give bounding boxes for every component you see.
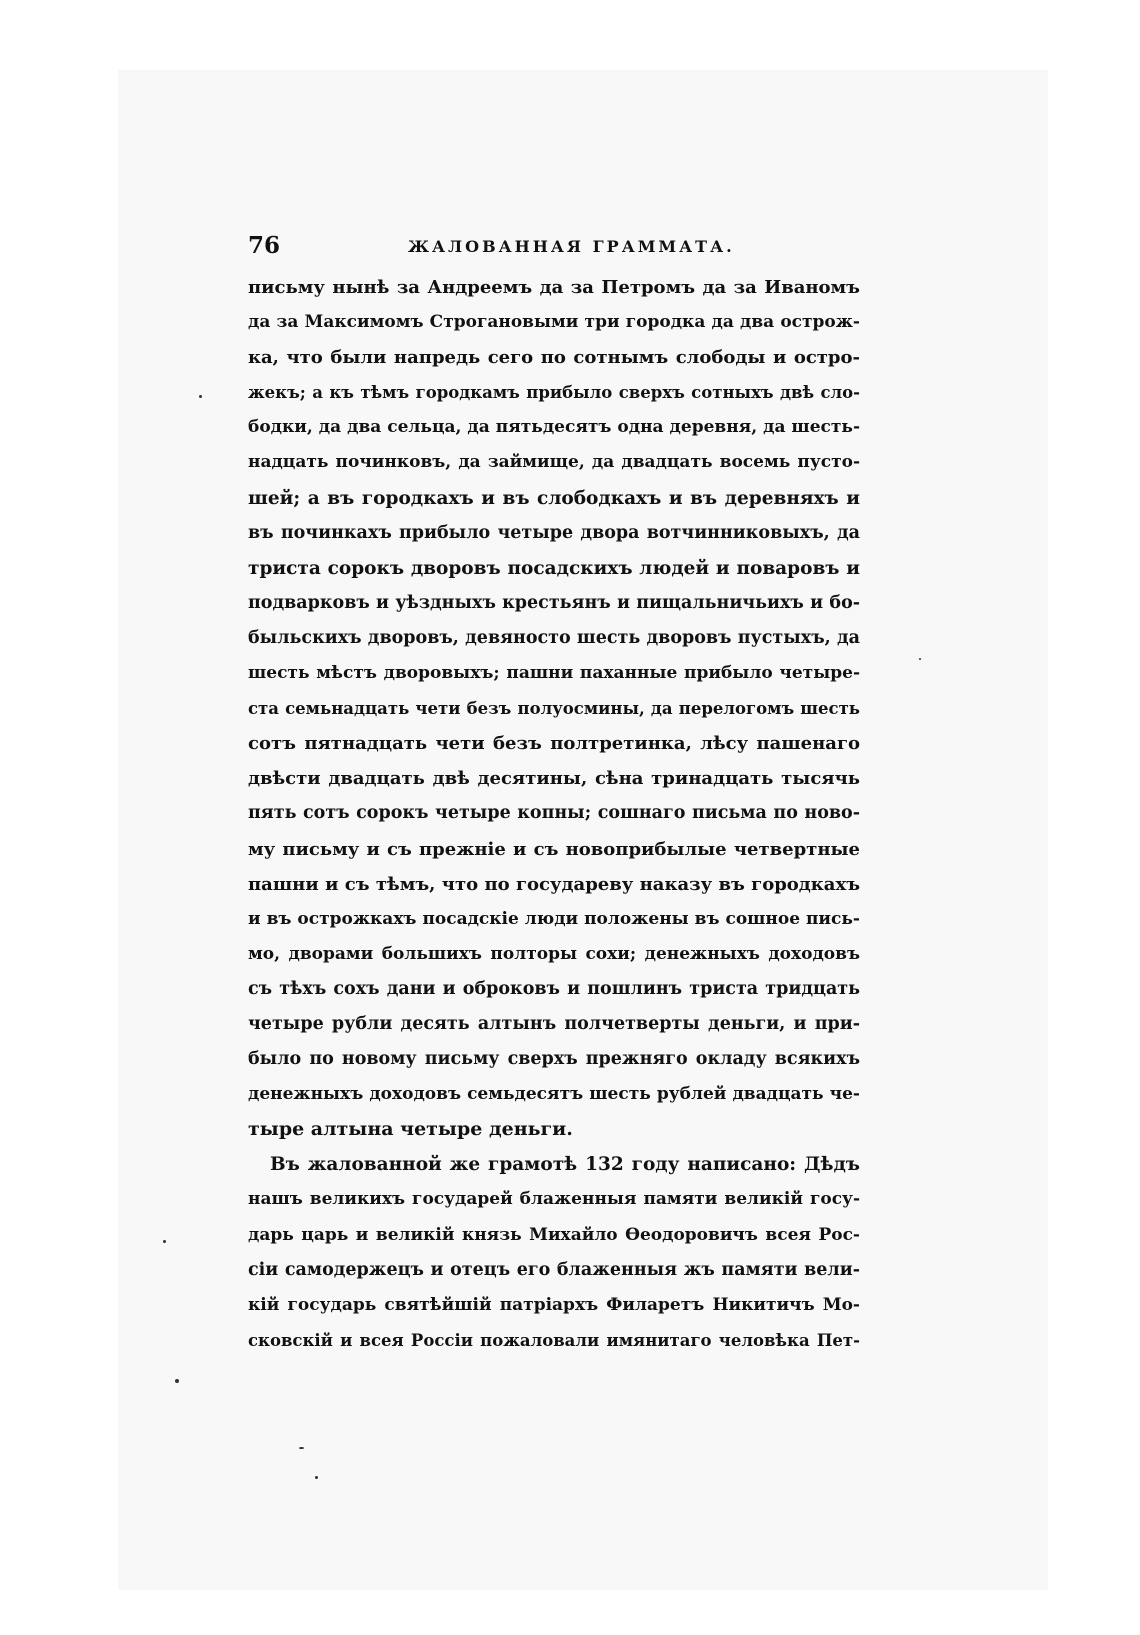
text-line: триста сорокъ дворовъ посадскихъ людей и поваровъ и [248,557,860,579]
scan-speck [299,1447,304,1449]
text-line: было по новому письму сверхъ прежняго окладу всякихъ [248,1049,860,1070]
text-line: тыре алтына четыре деньги. [248,1118,573,1141]
text-line: письму нынѣ за Андреемъ да за Петромъ да за Иваномъ [248,277,860,298]
text-line: да за Максимомъ Строгановыми три городка да два острож- [248,312,860,333]
text-line: подварковъ и уѣздныхъ крестьянъ и пищальничьихъ и бо- [248,592,860,613]
text-line: нашъ великихъ государей блаженныя памяти великій госу- [248,1189,860,1210]
text-line: мо, дворами большихъ полторы сохи; денежныхъ доходовъ [248,943,860,964]
text-line: му письму и съ прежніе и съ новоприбылые четвертные [248,838,860,860]
text-line: сковскій и всея Россіи пожаловали имянитаго человѣка Пет- [248,1330,860,1350]
text-line: пашни и съ тѣмъ, что по государеву наказу въ городкахъ [248,873,860,895]
text-line: ста семьнадцать чети безъ полуосмины, да перелогомъ шесть [248,699,860,719]
scan-speck [163,1240,166,1243]
body-text [248,270,860,1358]
text-line: кій государь святѣйшій патріархъ Филаретъ Никитичъ Мо- [248,1294,860,1315]
text-line: сотъ пятнадцать чети безъ полтретинка, лѣсу пашенаго [248,733,860,755]
text-line: въ починкахъ прибыло четыре двора вотчинниковыхъ, да [248,522,860,543]
scan-speck [175,1379,179,1383]
text-line: надцать починковъ, да займище, да двадцать восемь пусто- [248,452,860,473]
text-line: денежныхъ доходовъ семьдесятъ шесть рублей двадцать че- [248,1084,860,1105]
text-line: ка, что были напредь сего по сотнымъ слободы и остро- [248,347,860,369]
text-line: Въ жалованной же грамотѣ 132 году написано: Дѣдъ [270,1154,860,1176]
text-line: четыре рубли десять алтынъ полчетверты деньги, и при- [248,1013,860,1034]
text-line: и въ острожкахъ посадскіе люди положены въ сошное пись- [248,908,860,929]
running-head [248,232,860,266]
text-line: дарь царь и великій князь Михайло Ѳеодоровичъ всея Рос- [248,1224,860,1245]
text-line: бодки, да два сельца, да пятьдесятъ одна деревня, да шесть- [248,417,860,438]
text-line: пять сотъ сорокъ четыре копны; сошнаго письма по ново- [248,803,860,824]
text-line: жекъ; а къ тѣмъ городкамъ прибыло сверхъ сотныхъ двѣ сло- [248,383,860,403]
scan-speck [315,1476,318,1479]
page-number: 76 [248,232,281,259]
text-line: шей; а въ городкахъ и въ слободкахъ и въ деревняхъ и [248,487,860,509]
scan-speck [919,658,921,660]
text-line: съ тѣхъ сохъ дани и оброковъ и пошлинъ триста тридцать [248,978,860,999]
text-line: двѣсти двадцать двѣ десятины, сѣна тринадцать тысячь [248,768,860,790]
scan-speck [199,395,202,398]
running-title: ЖАЛОВАННАЯ ГРАММАТА. [408,237,735,256]
text-line: быльскихъ дворовъ, девяносто шесть дворовъ пустыхъ, да [248,627,860,648]
text-line: сіи самодержецъ и отецъ его блаженныя жъ памяти вели- [248,1259,860,1280]
text-line: шесть мѣстъ дворовыхъ; пашни паханные прибыло четыре- [248,663,860,684]
